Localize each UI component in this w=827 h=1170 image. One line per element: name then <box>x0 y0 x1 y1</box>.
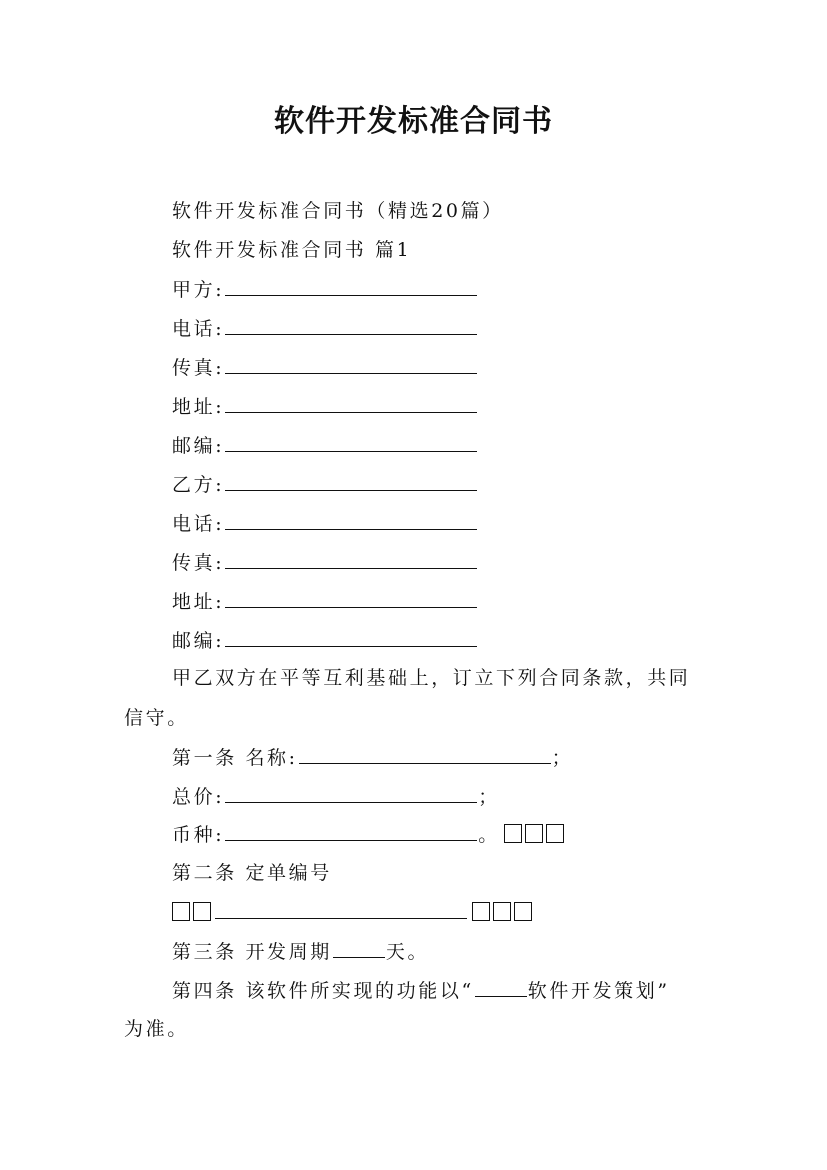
missing-glyph-box <box>172 902 190 921</box>
total-price-line <box>172 782 500 811</box>
software-plan-blank[interactable] <box>475 976 527 997</box>
missing-glyph-box <box>546 824 564 843</box>
section-heading: 软件开发标准合同书 篇1 <box>172 239 412 261</box>
missing-glyph-box <box>514 902 532 921</box>
missing-glyph-boxes <box>472 899 535 927</box>
total-price-blank[interactable] <box>225 782 477 803</box>
missing-glyph-box <box>504 824 522 843</box>
party-b-address-label: 地址: <box>172 591 225 613</box>
party-b-postcode-line <box>172 626 478 655</box>
article-4-line2: 为准。 <box>124 1018 189 1040</box>
party-b-address-blank[interactable] <box>225 587 477 608</box>
missing-glyph-box <box>472 902 490 921</box>
party-b-phone-blank[interactable] <box>225 509 477 530</box>
missing-glyph-box <box>525 824 543 843</box>
party-a-phone-blank[interactable] <box>225 314 477 335</box>
party-a-address-line <box>172 392 478 421</box>
article-3-label: 第三条 开发周期 <box>172 941 332 963</box>
article-1-name-blank[interactable] <box>299 743 551 764</box>
party-b-blank[interactable] <box>225 470 477 491</box>
currency-line <box>172 820 567 849</box>
party-b-label: 乙方: <box>172 474 225 496</box>
order-number-blank[interactable] <box>215 898 467 919</box>
party-a-postcode-line <box>172 431 478 460</box>
currency-label: 币种: <box>172 824 225 846</box>
party-a-phone-label: 电话: <box>172 318 225 340</box>
party-a-address-label: 地址: <box>172 396 225 418</box>
party-b-line <box>172 470 478 499</box>
article-1-label: 第一条 名称: <box>172 747 298 769</box>
currency-blank[interactable] <box>225 820 477 841</box>
article-4-line1 <box>172 976 670 1005</box>
article-3-suffix: 天。 <box>385 941 430 963</box>
semicolon-mark: ； <box>478 786 500 808</box>
missing-glyph-boxes <box>504 821 567 849</box>
period-mark: 。 <box>478 824 500 846</box>
intro-paragraph-line2: 信守。 <box>124 707 189 729</box>
party-b-fax-blank[interactable] <box>225 548 477 569</box>
article-3-line <box>172 937 429 966</box>
party-a-label: 甲方: <box>172 279 225 301</box>
party-a-postcode-blank[interactable] <box>225 431 477 452</box>
party-a-fax-blank[interactable] <box>225 353 477 374</box>
party-b-phone-label: 电话: <box>172 513 225 535</box>
intro-paragraph-line1: 甲乙双方在平等互利基础上，订立下列合同条款，共同 <box>172 667 691 689</box>
order-number-line <box>172 898 535 927</box>
document-title: 软件开发标准合同书 <box>274 104 553 139</box>
party-b-fax-label: 传真: <box>172 552 225 574</box>
article-2-heading: 第二条 定单编号 <box>172 862 332 884</box>
party-a-blank[interactable] <box>225 275 477 296</box>
party-a-postcode-label: 邮编: <box>172 435 225 457</box>
semicolon-mark: ； <box>551 747 574 769</box>
article-4-suffix: 软件开发策划” <box>527 980 670 1002</box>
total-price-label: 总价: <box>172 786 225 808</box>
party-a-address-blank[interactable] <box>225 392 477 413</box>
party-a-fax-label: 传真: <box>172 357 225 379</box>
party-b-phone-line <box>172 509 478 538</box>
party-b-postcode-blank[interactable] <box>225 626 477 647</box>
article-1-name-line <box>172 743 573 772</box>
party-a-fax-line <box>172 353 478 382</box>
party-a-phone-line <box>172 314 478 343</box>
missing-glyph-box <box>193 902 211 921</box>
party-b-fax-line <box>172 548 478 577</box>
party-a-line <box>172 275 478 304</box>
article-4-label: 第四条 该软件所实现的功能以“ <box>172 980 474 1002</box>
party-b-address-line <box>172 587 478 616</box>
missing-glyph-box <box>493 902 511 921</box>
document-subtitle: 软件开发标准合同书（精选20篇） <box>172 200 504 222</box>
development-period-blank[interactable] <box>333 937 385 958</box>
party-b-postcode-label: 邮编: <box>172 630 225 652</box>
